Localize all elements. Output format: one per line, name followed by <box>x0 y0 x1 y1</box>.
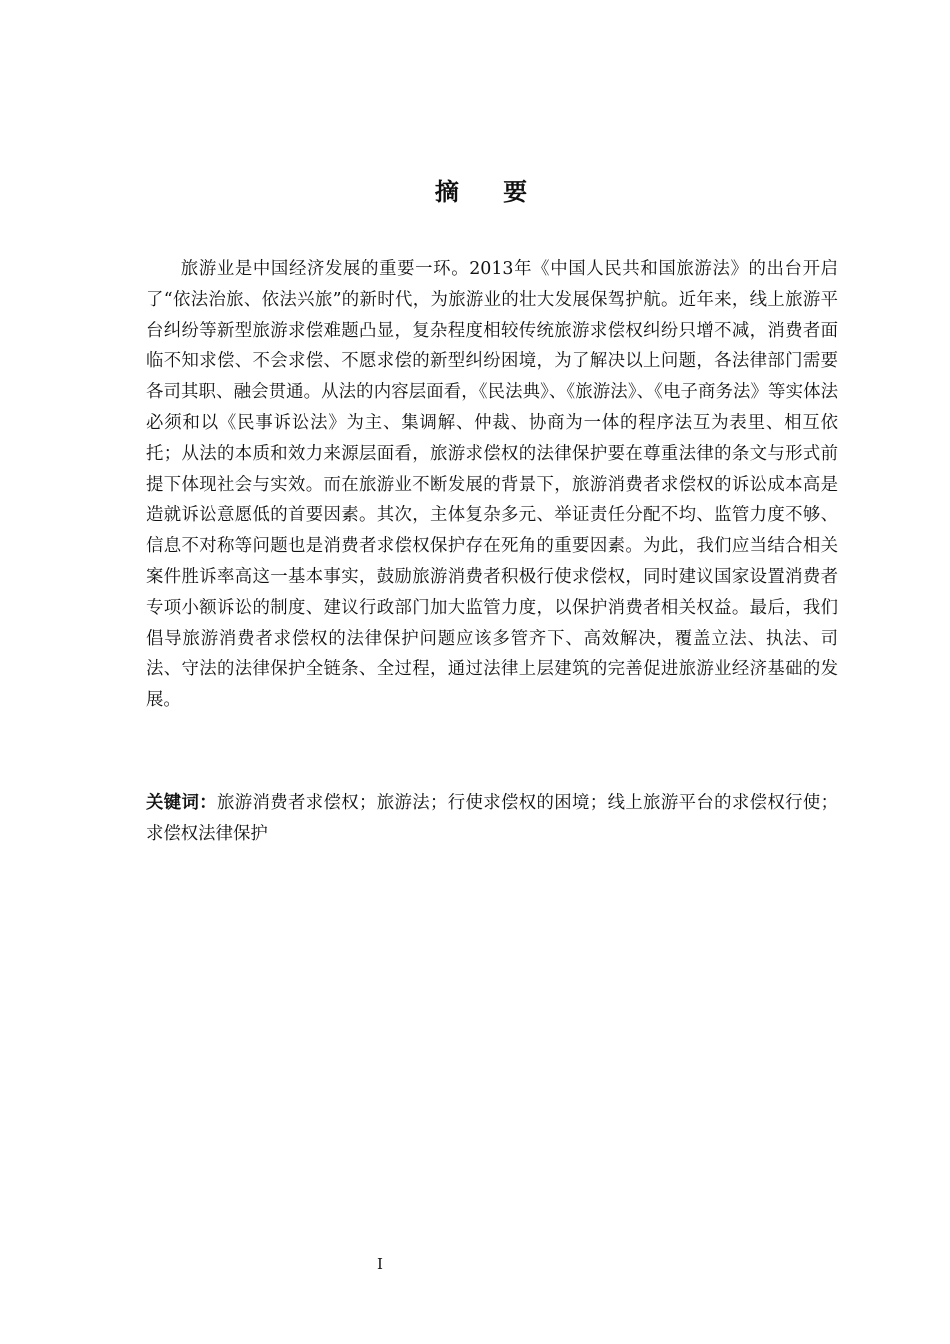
keywords-label: 关键词： <box>146 793 218 813</box>
keywords-section <box>146 788 838 850</box>
page-number: I <box>377 1255 383 1273</box>
keywords-text: 旅游消费者求偿权；旅游法；行使求偿权的困境；线上旅游平台的求偿权行使；求偿权法律保护 <box>146 793 838 844</box>
page-title: 摘 要 <box>434 178 546 206</box>
abstract-paragraph: 旅游业是中国经济发展的重要一环。2013年《中国人民共和国旅游法》的出台开启了“依法治旅、依法兴旅”的新时代，为旅游业的壮大发展保驾护航。近年来，线上旅游平台纠纷等新型旅游求偿难题凸显，复杂程度相较传统旅游求偿权纠纷只增不减，消费者面临不知求偿、不会求偿、不愿求偿的新型纠纷困境，为了解决以上问题，各法律部门需要各司其职、融会贯通。从法的内容层面看，《民法典》、《旅游法》、《电子商务法》等实体法必须和以《民事诉讼法》为主、集调解、仲裁、协商为一体的程序法互为表里、相互依托；从法的本质和效力来源层面看，旅游求偿权的法律保护要在尊重法律的条文与形式前提下体现社会与实效。而在旅游业不断发展的背景下，旅游消费者求偿权的诉讼成本高是造就诉讼意愿低的首要因素。其次，主体复杂多元、举证责任分配不均、监管力度不够、信息不对称等问题也是消费者求偿权保护存在死角的重要因素。为此，我们应当结合相关案件胜诉率高这一基本事实，鼓励旅游消费者积极行使求偿权，同时建议国家设置消费者专项小额诉讼的制度、建议行政部门加大监管力度，以保护消费者相关权益。最后，我们倡导旅游消费者求偿权的法律保护问题应该多管齐下、高效解决，覆盖立法、执法、司法、守法的法律保护全链条、全过程，通过法律上层建筑的完善促进旅游业经济基础的发展。 <box>146 259 838 711</box>
